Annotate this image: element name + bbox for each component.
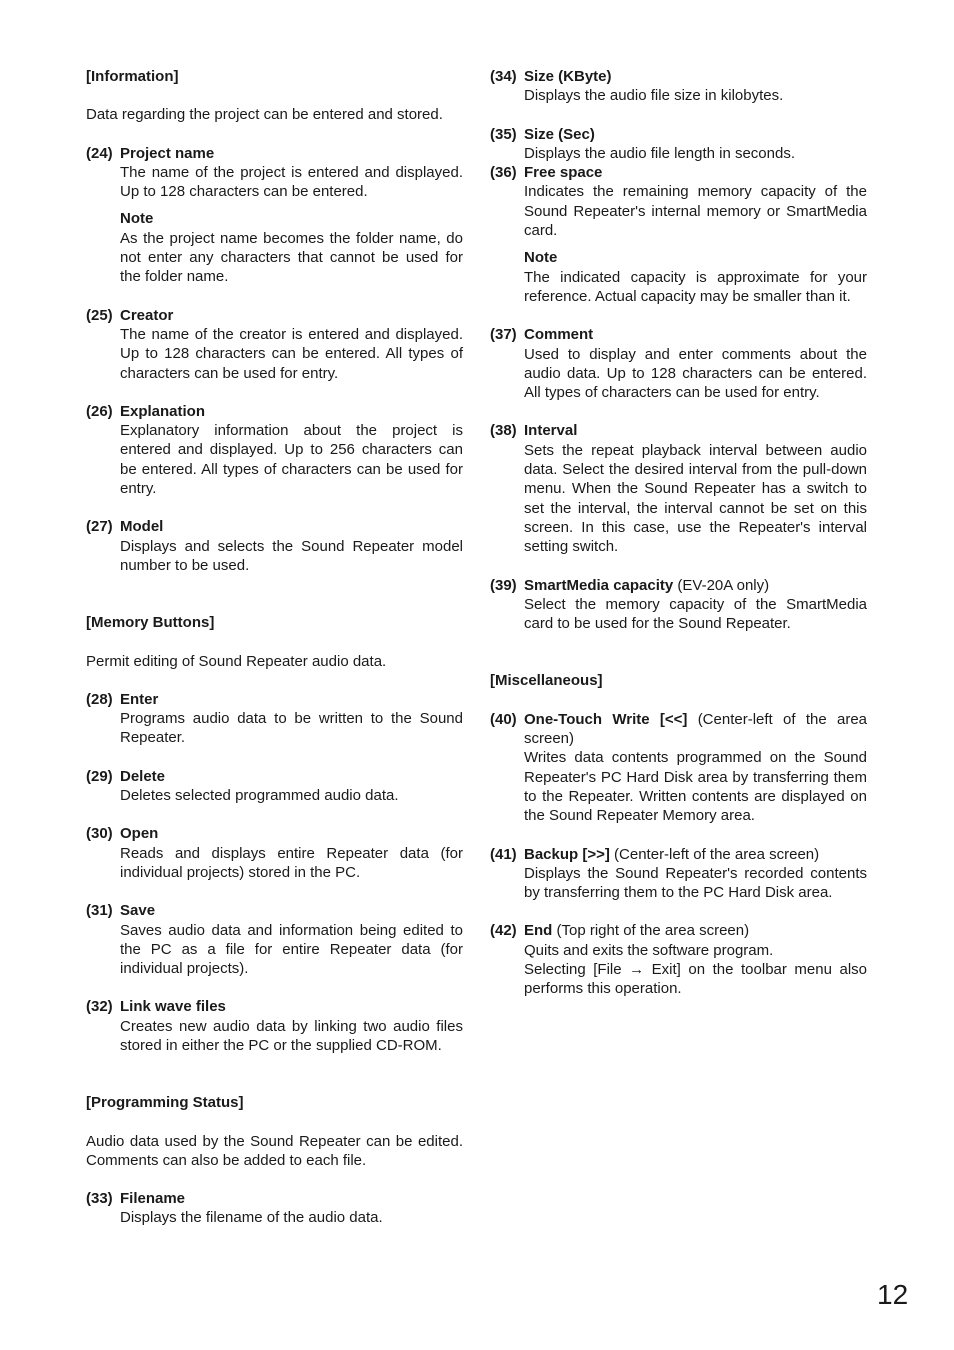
item-number: (30) bbox=[86, 825, 113, 843]
item-description: Writes data contents programmed on the Sound Repeater's PC Hard Disk area by transferring them to the Repeater. Written contents are displayed on the Sound Repeater Memory area. bbox=[524, 749, 867, 825]
item-title: End bbox=[524, 922, 553, 940]
note-title: Note bbox=[120, 210, 154, 228]
item-end bbox=[490, 921, 867, 998]
item-title: Size (Sec) bbox=[524, 125, 595, 143]
item-heading bbox=[490, 921, 867, 940]
item-heading bbox=[490, 163, 867, 182]
item-description: Quits and exits the software program. bbox=[524, 941, 774, 959]
item-title: SmartMedia capacity bbox=[524, 576, 674, 594]
note-block bbox=[86, 209, 463, 286]
item-heading bbox=[86, 517, 463, 536]
item-description: Saves audio data and information being edited to the PC as a file for entire Repeater data (for individual projects). bbox=[120, 921, 463, 978]
right-column bbox=[490, 67, 867, 999]
item-qualifier: (EV-20A only) bbox=[673, 576, 770, 594]
page-number: 12 bbox=[877, 1279, 909, 1310]
item-qualifier: (Center-left of the area screen) bbox=[524, 710, 867, 748]
item-description: Select the memory capacity of the SmartMedia card to be used for the Sound Repeater. bbox=[524, 595, 867, 633]
item-title: Size (KByte) bbox=[524, 68, 612, 85]
item-description: Displays the audio file size in kilobytes. bbox=[524, 87, 784, 105]
section-miscellaneous bbox=[490, 671, 867, 998]
item-number: (26) bbox=[86, 402, 113, 420]
item-description: Creates new audio data by linking two audio files stored in either the PC or the supplied CD-ROM. bbox=[120, 1017, 463, 1054]
item-heading bbox=[490, 710, 867, 749]
item-title: Enter bbox=[120, 690, 159, 708]
item-number: (41) bbox=[490, 845, 517, 863]
item-number: (39) bbox=[490, 576, 517, 594]
item-description: Displays and selects the Sound Repeater model number to be used. bbox=[120, 537, 463, 574]
item-description: Programs audio data to be written to the Sound Repeater. bbox=[120, 710, 463, 747]
item-project-name bbox=[86, 144, 463, 287]
section-intro: Data regarding the project can be entered and stored. bbox=[86, 106, 443, 124]
item-heading bbox=[86, 306, 463, 325]
item-number: (27) bbox=[86, 518, 113, 536]
item-explanation bbox=[86, 402, 463, 498]
item-description: Used to display and enter comments about the audio data. Up to 128 characters can be entered. All types of characters can be used for entry. bbox=[524, 345, 867, 402]
item-save bbox=[86, 901, 463, 978]
item-title: Explanation bbox=[120, 402, 206, 420]
item-interval bbox=[490, 421, 867, 556]
item-description: Displays the Sound Repeater's recorded contents by transferring them to the PC Hard Disk area. bbox=[524, 864, 867, 902]
item-title: Project name bbox=[120, 144, 215, 162]
item-number: (32) bbox=[86, 998, 113, 1016]
item-title: Creator bbox=[120, 306, 174, 324]
item-number: (28) bbox=[86, 690, 113, 708]
item-delete bbox=[86, 767, 463, 806]
item-heading bbox=[86, 997, 463, 1016]
section-intro: Permit editing of Sound Repeater audio data. bbox=[86, 652, 387, 670]
item-description: Displays the filename of the audio data. bbox=[120, 1209, 383, 1227]
item-size-sec bbox=[490, 125, 867, 164]
item-description-extra: Selecting [File → Exit] on the toolbar menu also performs this operation. bbox=[524, 960, 867, 998]
item-description: Deletes selected programmed audio data. bbox=[120, 787, 399, 805]
item-smartmedia-capacity bbox=[490, 576, 867, 634]
item-title: Delete bbox=[120, 767, 166, 785]
item-description: Explanatory information about the project is entered and displayed. Up to 256 characters can be entered. All types of characters can be used for entry. bbox=[120, 422, 463, 498]
item-title: Filename bbox=[120, 1190, 186, 1208]
item-heading bbox=[490, 576, 867, 595]
item-heading bbox=[86, 767, 463, 786]
item-heading bbox=[490, 67, 867, 86]
item-description: Sets the repeat playback interval between audio data. Select the desired interval from the pull-down menu. When the Sound Repeater has a switch to set the interval, the interval cannot be set on this screen. In this case, use the Repeater's interval setting switch. bbox=[524, 441, 867, 556]
item-number: (33) bbox=[86, 1190, 113, 1208]
item-title: Comment bbox=[524, 326, 594, 344]
item-description: Indicates the remaining memory capacity of the Sound Repeater's internal memory or SmartMedia card. bbox=[524, 183, 867, 240]
item-number: (40) bbox=[490, 710, 517, 728]
item-heading bbox=[86, 690, 463, 709]
section-heading: [Programming Status] bbox=[86, 1094, 244, 1112]
section-memory-buttons bbox=[86, 613, 463, 1055]
item-model bbox=[86, 517, 463, 575]
item-description: The name of the project is entered and displayed. Up to 128 characters can be entered. bbox=[120, 163, 463, 201]
item-link-wave-files bbox=[86, 997, 463, 1055]
item-heading bbox=[86, 901, 463, 920]
section-heading: [Memory Buttons] bbox=[86, 614, 215, 632]
item-title: Backup [>>] bbox=[524, 845, 610, 863]
left-column bbox=[86, 67, 463, 1228]
item-title: Model bbox=[120, 518, 164, 536]
item-enter bbox=[86, 690, 463, 748]
item-free-space bbox=[490, 163, 867, 306]
item-title: Interval bbox=[524, 422, 578, 440]
note-body: The indicated capacity is approximate for your reference. Actual capacity may be smaller than it. bbox=[524, 268, 867, 305]
section-programming-status bbox=[86, 1093, 463, 1227]
item-number: (35) bbox=[490, 125, 517, 143]
item-open bbox=[86, 824, 463, 882]
section-heading: [Information] bbox=[86, 68, 179, 85]
item-number: (25) bbox=[86, 306, 113, 324]
item-number: (36) bbox=[490, 164, 517, 182]
section-information bbox=[86, 67, 463, 575]
item-number: (31) bbox=[86, 902, 113, 920]
item-heading bbox=[490, 125, 867, 144]
item-description: The name of the creator is entered and displayed. Up to 128 characters can be entered. All types of characters can be used for entry. bbox=[120, 325, 463, 382]
item-one-touch-write bbox=[490, 710, 867, 826]
item-number: (37) bbox=[490, 326, 517, 344]
item-description: Displays the audio file length in seconds. bbox=[524, 144, 795, 162]
item-number: (34) bbox=[490, 68, 517, 85]
item-filename bbox=[86, 1189, 463, 1228]
item-heading bbox=[86, 144, 463, 163]
item-size-kbyte bbox=[490, 67, 867, 106]
note-block bbox=[490, 248, 867, 306]
section-heading: [Miscellaneous] bbox=[490, 672, 603, 690]
item-description: Reads and displays entire Repeater data (for individual projects) stored in the PC. bbox=[120, 844, 463, 881]
item-qualifier: (Top right of the area screen) bbox=[552, 922, 750, 940]
note-title: Note bbox=[524, 249, 558, 267]
item-comment bbox=[490, 325, 867, 402]
item-creator bbox=[86, 306, 463, 383]
section-intro: Audio data used by the Sound Repeater can be edited. Comments can also be added to each file. bbox=[86, 1132, 463, 1169]
note-body: As the project name becomes the folder name, do not enter any characters that cannot be used for the folder name. bbox=[120, 229, 463, 286]
item-qualifier: (Center-left of the area screen) bbox=[609, 845, 820, 863]
item-heading bbox=[86, 1189, 463, 1208]
item-number: (38) bbox=[490, 422, 517, 440]
item-title: Free space bbox=[524, 164, 603, 182]
item-title: One-Touch Write [<<] bbox=[524, 710, 688, 728]
item-heading bbox=[490, 845, 867, 864]
item-heading bbox=[490, 325, 867, 344]
item-title: Open bbox=[120, 825, 159, 843]
item-heading bbox=[86, 824, 463, 843]
item-number: (29) bbox=[86, 767, 113, 785]
item-heading bbox=[490, 421, 867, 440]
item-number: (42) bbox=[490, 922, 517, 940]
item-title: Save bbox=[120, 902, 156, 920]
item-title: Link wave files bbox=[120, 998, 226, 1016]
item-backup bbox=[490, 845, 867, 903]
item-number: (24) bbox=[86, 144, 113, 162]
item-heading bbox=[86, 402, 463, 421]
